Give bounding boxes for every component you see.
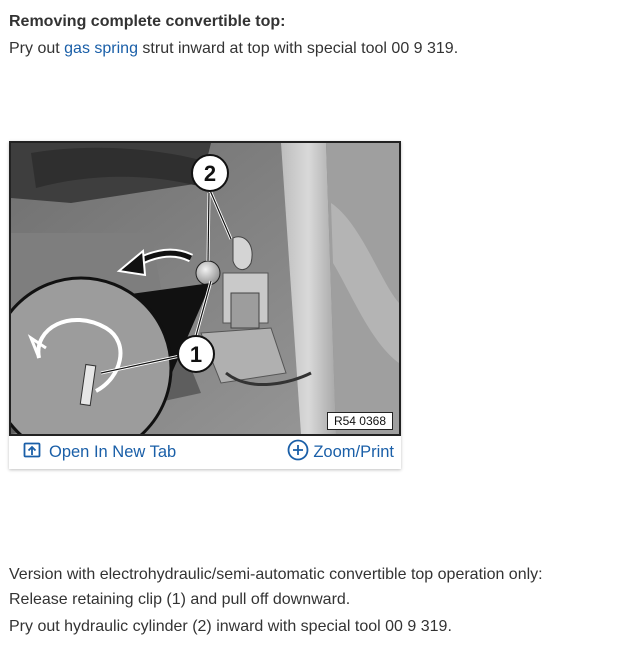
zoom-print-button[interactable] <box>287 436 394 469</box>
figure-illustration[interactable] <box>9 141 401 436</box>
figure-code-label: R54 0368 <box>327 412 393 430</box>
plus-circle-icon <box>287 439 309 466</box>
callout-2 <box>192 155 228 191</box>
svg-text:2: 2 <box>203 161 217 186</box>
gas-spring-link[interactable]: gas spring <box>64 40 138 57</box>
step-pry-cylinder: Pry out hydraulic cylinder (2) inward with special tool 00 9 319. <box>9 618 452 635</box>
version-note: Version with electrohydraulic/semi-automatic convertible top operation only: <box>9 566 543 583</box>
figure-card <box>9 141 401 469</box>
section-heading: Removing complete convertible top: <box>9 13 286 30</box>
open-new-tab-icon <box>23 441 41 464</box>
instruction-suffix: strut inward at top with special tool 00 9 319. <box>137 40 459 57</box>
instruction-text <box>9 40 458 58</box>
open-new-tab-label: Open In New Tab <box>49 443 177 461</box>
figure-toolbar <box>9 436 401 469</box>
step-release-clip: Release retaining clip (1) and pull off downward. <box>9 591 351 608</box>
illustration-drawing <box>11 143 399 434</box>
instruction-prefix: Pry out <box>9 40 65 57</box>
open-new-tab-button[interactable] <box>23 436 176 469</box>
callout-1 <box>178 336 214 372</box>
svg-text:1: 1 <box>189 342 203 367</box>
zoom-print-label: Zoom/Print <box>313 443 394 461</box>
